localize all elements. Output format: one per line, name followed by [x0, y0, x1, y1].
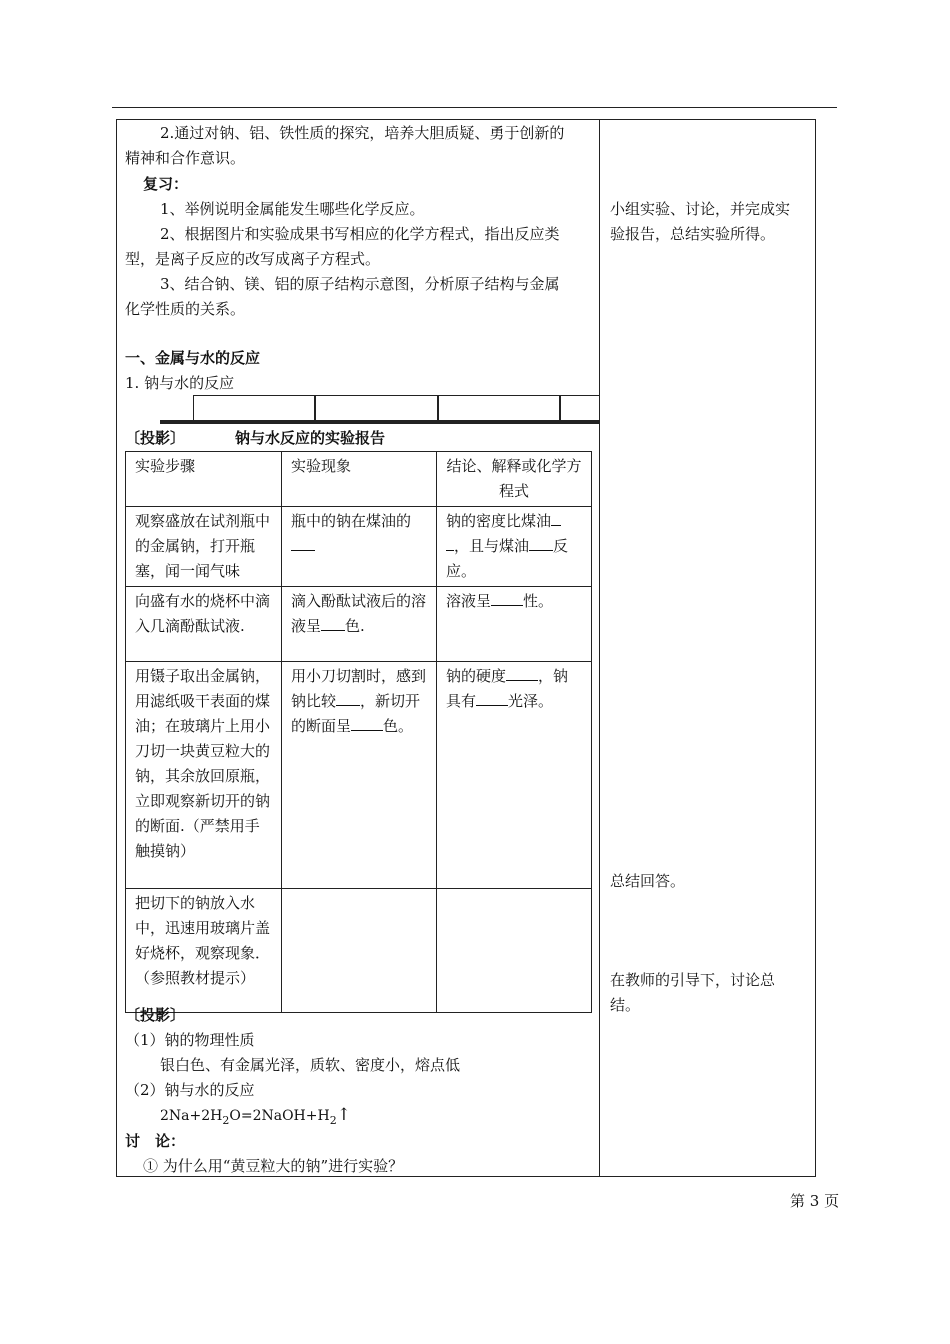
section-heading: 一、金属与水的反应	[125, 349, 261, 367]
cell-text: 溶液呈	[446, 592, 492, 610]
chemical-equation	[160, 1103, 351, 1133]
strip-cell	[315, 395, 438, 420]
subscript: 2	[329, 1113, 337, 1127]
cell-text: 钠的硬度	[446, 667, 507, 685]
header-cell: 结论、解释或化学方程式	[437, 452, 592, 507]
cell-text: 钠的密度比煤油	[446, 512, 552, 530]
fill-blank	[491, 589, 523, 606]
review-item: 型，是离子反应的改写成离子方程式。	[125, 250, 381, 268]
step-cell: 用镊子取出金属钠，用滤纸吸干表面的煤油；在玻璃片上用小刀切一块黄豆粒大的钠，其余放回原瓶，立即观察新切开的钠的断面.（严禁用手触摸钠）	[126, 662, 282, 889]
projection-item: （2）钠与水的反应	[125, 1081, 255, 1099]
strip-cell	[193, 395, 315, 420]
fill-blank	[336, 689, 360, 706]
header-rule	[112, 107, 837, 108]
phenomenon-cell	[282, 507, 437, 587]
activity-note: 结。	[610, 996, 641, 1014]
projection-label: 〔投影〕	[125, 1006, 186, 1024]
phenomenon-cell	[282, 587, 437, 662]
activity-note: 在教师的引导下，讨论总	[610, 971, 776, 989]
thick-rule	[160, 420, 600, 424]
cell-text: 色。	[383, 717, 414, 735]
page-number: 第 3 页	[790, 1192, 840, 1210]
column-divider	[599, 119, 600, 1177]
review-item: 1、举例说明金属能发生哪些化学反应。	[160, 200, 425, 218]
table-row	[126, 587, 592, 662]
cell-text: ，钠具有	[446, 667, 569, 710]
equation-part: O=2NaOH+H	[229, 1108, 330, 1124]
fill-blank	[529, 534, 553, 551]
activity-note: 验报告，总结实验所得。	[610, 225, 776, 243]
step-cell: 观察盛放在试剂瓶中的金属钠，打开瓶塞，闻一闻气味	[126, 507, 282, 587]
fill-blank	[506, 664, 538, 681]
projection-detail: 银白色、有金属光泽，质软、密度小，熔点低	[160, 1056, 461, 1074]
step-cell: 向盛有水的烧杯中滴入几滴酚酞试液.	[126, 587, 282, 662]
fill-blank	[321, 614, 345, 631]
objective-line: 精神和合作意识。	[125, 149, 246, 167]
fill-blank	[476, 689, 508, 706]
conclusion-cell	[437, 587, 592, 662]
table-header-row	[126, 452, 592, 507]
equation-part: 2Na+2H	[160, 1108, 223, 1124]
cell-text: 性。	[523, 592, 554, 610]
phenomenon-cell	[282, 889, 437, 1013]
review-item: 3、结合钠、镁、铝的原子结构示意图，分析原子结构与金属	[160, 275, 560, 293]
fill-blank	[551, 509, 561, 526]
fill-blank	[446, 534, 454, 551]
cell-text: ，且与煤油	[454, 537, 530, 555]
discussion-title: 讨 论：	[125, 1132, 186, 1150]
subscript: 2	[222, 1113, 230, 1127]
cell-text: ，新切开的断面呈	[291, 692, 421, 735]
review-title: 复习：	[143, 175, 189, 193]
cell-text: 滴入酚酞试液后的溶液呈	[291, 592, 427, 635]
fill-blank	[291, 534, 315, 551]
activity-note: 小组实验、讨论，并完成实	[610, 200, 791, 218]
table-row	[126, 889, 592, 1013]
empty-table-strip	[160, 395, 600, 421]
cell-text: 光泽。	[508, 692, 554, 710]
discussion-question: ① 为什么用“黄豆粒大的钠”进行实验？	[143, 1157, 404, 1175]
header-cell: 实验步骤	[126, 452, 282, 507]
up-arrow-icon: ↑	[336, 1105, 351, 1125]
cell-text: 色.	[345, 617, 365, 635]
experiment-report-table	[125, 451, 592, 1013]
review-item: 2、根据图片和实验成果书写相应的化学方程式，指出反应类	[160, 225, 560, 243]
report-title: 钠与水反应的实验报告	[235, 429, 386, 447]
phenomenon-cell	[282, 662, 437, 889]
objective-line: 2.通过对钠、铝、铁性质的探究，培养大胆质疑、勇于创新的	[160, 124, 565, 142]
subsection-heading: 1. 钠与水的反应	[125, 374, 235, 392]
projection-item: （1）钠的物理性质	[125, 1031, 255, 1049]
conclusion-cell	[437, 889, 592, 1013]
strip-cell	[438, 395, 560, 420]
activity-note: 总结回答。	[610, 872, 686, 890]
projection-label: 〔投影〕	[125, 429, 186, 447]
cell-text: 瓶中的钠在煤油的	[291, 512, 412, 530]
conclusion-cell	[437, 662, 592, 889]
cell-text: 用小刀切割时，感到钠比较	[291, 667, 427, 710]
review-item: 化学性质的关系。	[125, 300, 246, 318]
strip-cell	[560, 395, 600, 420]
conclusion-cell	[437, 507, 592, 587]
table-row	[126, 507, 592, 587]
header-cell: 实验现象	[282, 452, 437, 507]
step-cell: 把切下的钠放入水中，迅速用玻璃片盖好烧杯，观察现象．（参照教材提示）	[126, 889, 282, 1013]
table-row	[126, 662, 592, 889]
fill-blank	[351, 714, 383, 731]
cell-text: 反应。	[446, 537, 569, 580]
